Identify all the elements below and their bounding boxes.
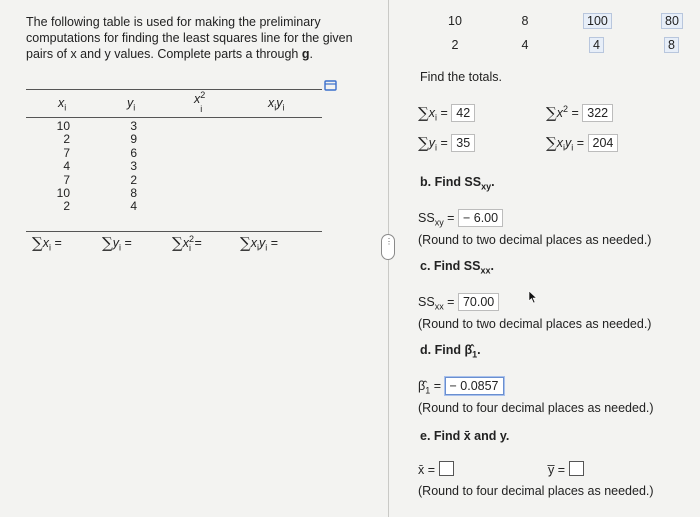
- table-top-rule: [26, 89, 322, 90]
- copy-table-icon[interactable]: [324, 80, 338, 92]
- header-yi: $y_i$: [127, 96, 136, 113]
- part-c-label: c. Find $SS_{xx}$.: [420, 259, 494, 276]
- y-value: 6: [130, 145, 137, 160]
- table-sum-rule: [26, 231, 322, 232]
- part-b-note: (Round to two decimal places as needed.): [418, 233, 652, 247]
- xbar-input[interactable]: [439, 461, 454, 476]
- panel-resize-handle[interactable]: ⋮: [381, 234, 395, 260]
- ybar-answer-line: y̅ =: [548, 461, 584, 477]
- ssxx-answer[interactable]: 70.00: [458, 293, 499, 311]
- top-row2-col3: 4: [589, 37, 604, 53]
- x-value: 7: [63, 172, 70, 187]
- sum-x2-total: $\sum x^2 = 322$: [546, 104, 613, 122]
- sum-x-total: $\sum x_i = 42$: [418, 104, 475, 123]
- top-row2-col2: 4: [521, 38, 529, 52]
- top-row1-col1: 10: [448, 14, 462, 28]
- sum-x2-answer[interactable]: 322: [582, 104, 613, 122]
- top-row2-col1: 2: [451, 38, 459, 52]
- part-c-note: (Round to two decimal places as needed.): [418, 317, 652, 331]
- ybar-input[interactable]: [569, 461, 584, 476]
- y-value: 8: [130, 186, 137, 201]
- prompt-bold-letter: g: [301, 47, 310, 61]
- x-value: 2: [63, 199, 70, 214]
- x-value: 10: [56, 186, 70, 201]
- x-value: 10: [56, 119, 70, 133]
- sum-y-total: $\sum y_i = 35$: [418, 134, 475, 153]
- part-e-label: e. Find x̄ and y.: [420, 429, 510, 443]
- x-values-column: [50, 120, 70, 214]
- sum-xy-cell: $\sum x_iy_i$ =: [240, 234, 279, 253]
- beta1-answer[interactable]: − 0.0857: [445, 377, 504, 395]
- top-row1-col4: 80: [661, 13, 683, 29]
- part-e-note: (Round to four decimal places as needed.): [418, 484, 654, 498]
- top-row2-col4: 8: [664, 37, 679, 53]
- sum-y-cell: $\sum y_i$ =: [102, 234, 132, 253]
- header-xi: $x_i$: [58, 96, 67, 113]
- part-b-label: b. Find $SS_{xy}$.: [420, 175, 495, 192]
- part-d-label: d. Find $\betâ_1$.: [420, 343, 481, 360]
- totals-label: Find the totals.: [420, 70, 502, 84]
- header-xiyi: $x_iy_i$: [268, 96, 285, 113]
- sum-x-cell: $\sum x_i$ =: [32, 234, 62, 253]
- y-value: 9: [130, 132, 137, 147]
- y-value: 3: [130, 119, 137, 133]
- top-row1-col2: 8: [521, 14, 529, 28]
- y-value: 4: [130, 199, 137, 214]
- xbar-answer-line: x̄ =: [418, 461, 454, 477]
- part-c-answer-line: $SS_{xx} = 70.00$: [418, 293, 499, 312]
- y-value: 3: [130, 159, 137, 174]
- part-d-note: (Round to four decimal places as needed.): [418, 401, 654, 415]
- question-prompt: The following table is used for making the preliminary computations for finding the least squares line for the given pairs of x and y values. Complete parts a through g.: [26, 15, 353, 61]
- table-header-rule: [26, 117, 322, 118]
- top-row1-col3: 100: [583, 13, 612, 29]
- header-xi-squared: x 2 $_i$: [194, 90, 206, 114]
- y-values-column: [125, 120, 137, 214]
- x-value: 4: [63, 159, 70, 174]
- part-d-answer-line: $\betâ_1$ = − 0.0857: [418, 377, 504, 396]
- mouse-cursor-icon: [528, 290, 538, 304]
- part-b-answer-line: $SS_{xy}$ = − 6.00: [418, 209, 503, 228]
- sum-x-answer[interactable]: 42: [451, 104, 475, 122]
- sum-xy-answer[interactable]: 204: [588, 134, 619, 152]
- x-value: 2: [63, 132, 70, 147]
- sum-y-answer[interactable]: 35: [451, 134, 475, 152]
- y-value: 2: [130, 172, 137, 187]
- ssxy-answer[interactable]: − 6.00: [458, 209, 503, 227]
- sum-xy-total: $\sum x_iy_i = 204$: [546, 134, 618, 153]
- x-value: 7: [63, 145, 70, 160]
- sum-x2-cell: $\sum x^2_i$ =: [172, 234, 202, 253]
